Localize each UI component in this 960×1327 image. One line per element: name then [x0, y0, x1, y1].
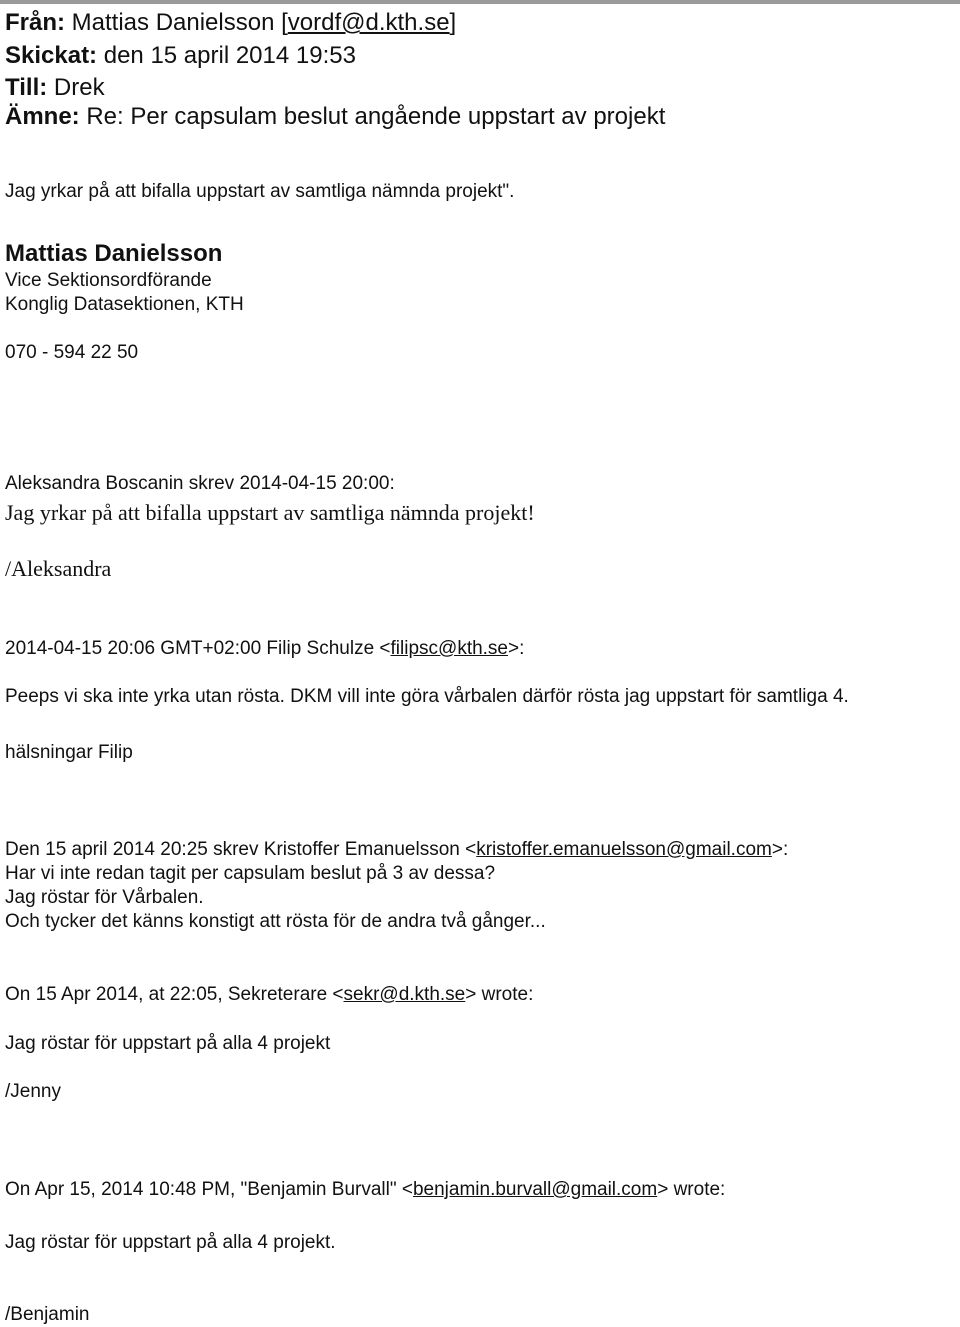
quote3-intro-after: >: — [771, 839, 789, 860]
header-top-rule — [0, 0, 960, 4]
quote5-intro — [5, 1179, 725, 1201]
to-label: Till: — [5, 74, 48, 101]
quote2-sign: hälsningar Filip — [5, 742, 133, 763]
to-line — [5, 74, 105, 102]
quote4-intro-before: On 15 Apr 2014, at 22:05, Sekreterare < — [5, 984, 344, 1005]
quote3-line1: Har vi inte redan tagit per capsulam beslut på 3 av dessa? — [5, 863, 496, 884]
subject-line — [5, 103, 665, 131]
quote5-text: Jag röstar för uppstart på alla 4 projekt. — [5, 1232, 336, 1253]
quote4-text: Jag röstar för uppstart på alla 4 projekt — [5, 1033, 331, 1054]
quote5-email-link[interactable]: benjamin.burvall@gmail.com — [412, 1179, 658, 1200]
quote4-intro — [5, 984, 533, 1006]
reply-text: Jag yrkar på att bifalla uppstart av samtliga nämnda projekt". — [5, 181, 515, 202]
from-name: Mattias Danielsson — [71, 9, 275, 36]
quote3-intro — [5, 839, 788, 861]
signature-phone: 070 - 594 22 50 — [5, 342, 139, 363]
sent-label: Skickat: — [5, 42, 98, 69]
subject-value: Re: Per capsulam beslut angående uppstart av projekt — [86, 103, 666, 130]
quote4-email-link[interactable]: sekr@d.kth.se — [343, 984, 466, 1005]
quote4-intro-after: > wrote: — [465, 984, 534, 1005]
from-line: Från: Mattias Danielsson [vordf@d.kth.se] — [5, 9, 457, 36]
quote1-sign: /Aleksandra — [5, 556, 112, 581]
from-email-link[interactable]: vordf@d.kth.se — [287, 9, 450, 36]
from-label: Från: — [5, 9, 65, 36]
signature-name: Mattias Danielsson — [5, 240, 223, 267]
signature-org: Konglig Datasektionen, KTH — [5, 294, 244, 315]
quote2-email-link[interactable]: filipsc@kth.se — [390, 638, 509, 659]
quote3-email-link[interactable]: kristoffer.emanuelsson@gmail.com — [476, 839, 772, 860]
quote5-sign: /Benjamin — [5, 1304, 90, 1325]
sent-line — [5, 42, 356, 70]
quote5-intro-after: > wrote: — [657, 1179, 726, 1200]
quote2-intro — [5, 638, 524, 660]
quote1-intro: Aleksandra Boscanin skrev 2014-04-15 20:00: — [5, 473, 395, 494]
quote5-intro-before: On Apr 15, 2014 10:48 PM, "Benjamin Burvall" < — [5, 1179, 413, 1200]
quote2-intro-after: >: — [508, 638, 525, 659]
quote4-sign: /Jenny — [5, 1081, 61, 1102]
quote3-line3: Och tycker det känns konstigt att rösta för de andra två gånger... — [5, 911, 546, 932]
quote1-text: Jag yrkar på att bifalla uppstart av samtliga nämnda projekt! — [5, 500, 535, 525]
sent-value: den 15 april 2014 19:53 — [103, 42, 356, 69]
to-value: Drek — [53, 74, 105, 101]
signature-title: Vice Sektionsordförande — [5, 270, 212, 291]
quote2-text: Peeps vi ska inte yrka utan rösta. DKM vill inte göra vårbalen därför rösta jag uppstart för samtliga 4. — [5, 686, 849, 707]
quote3-intro-before: Den 15 april 2014 20:25 skrev Kristoffer Emanuelsson < — [5, 839, 477, 860]
subject-label: Ämne: — [5, 103, 80, 130]
quote3-line2: Jag röstar för Vårbalen. — [5, 887, 204, 908]
quote2-intro-before: 2014-04-15 20:06 GMT+02:00 Filip Schulze < — [5, 638, 391, 659]
